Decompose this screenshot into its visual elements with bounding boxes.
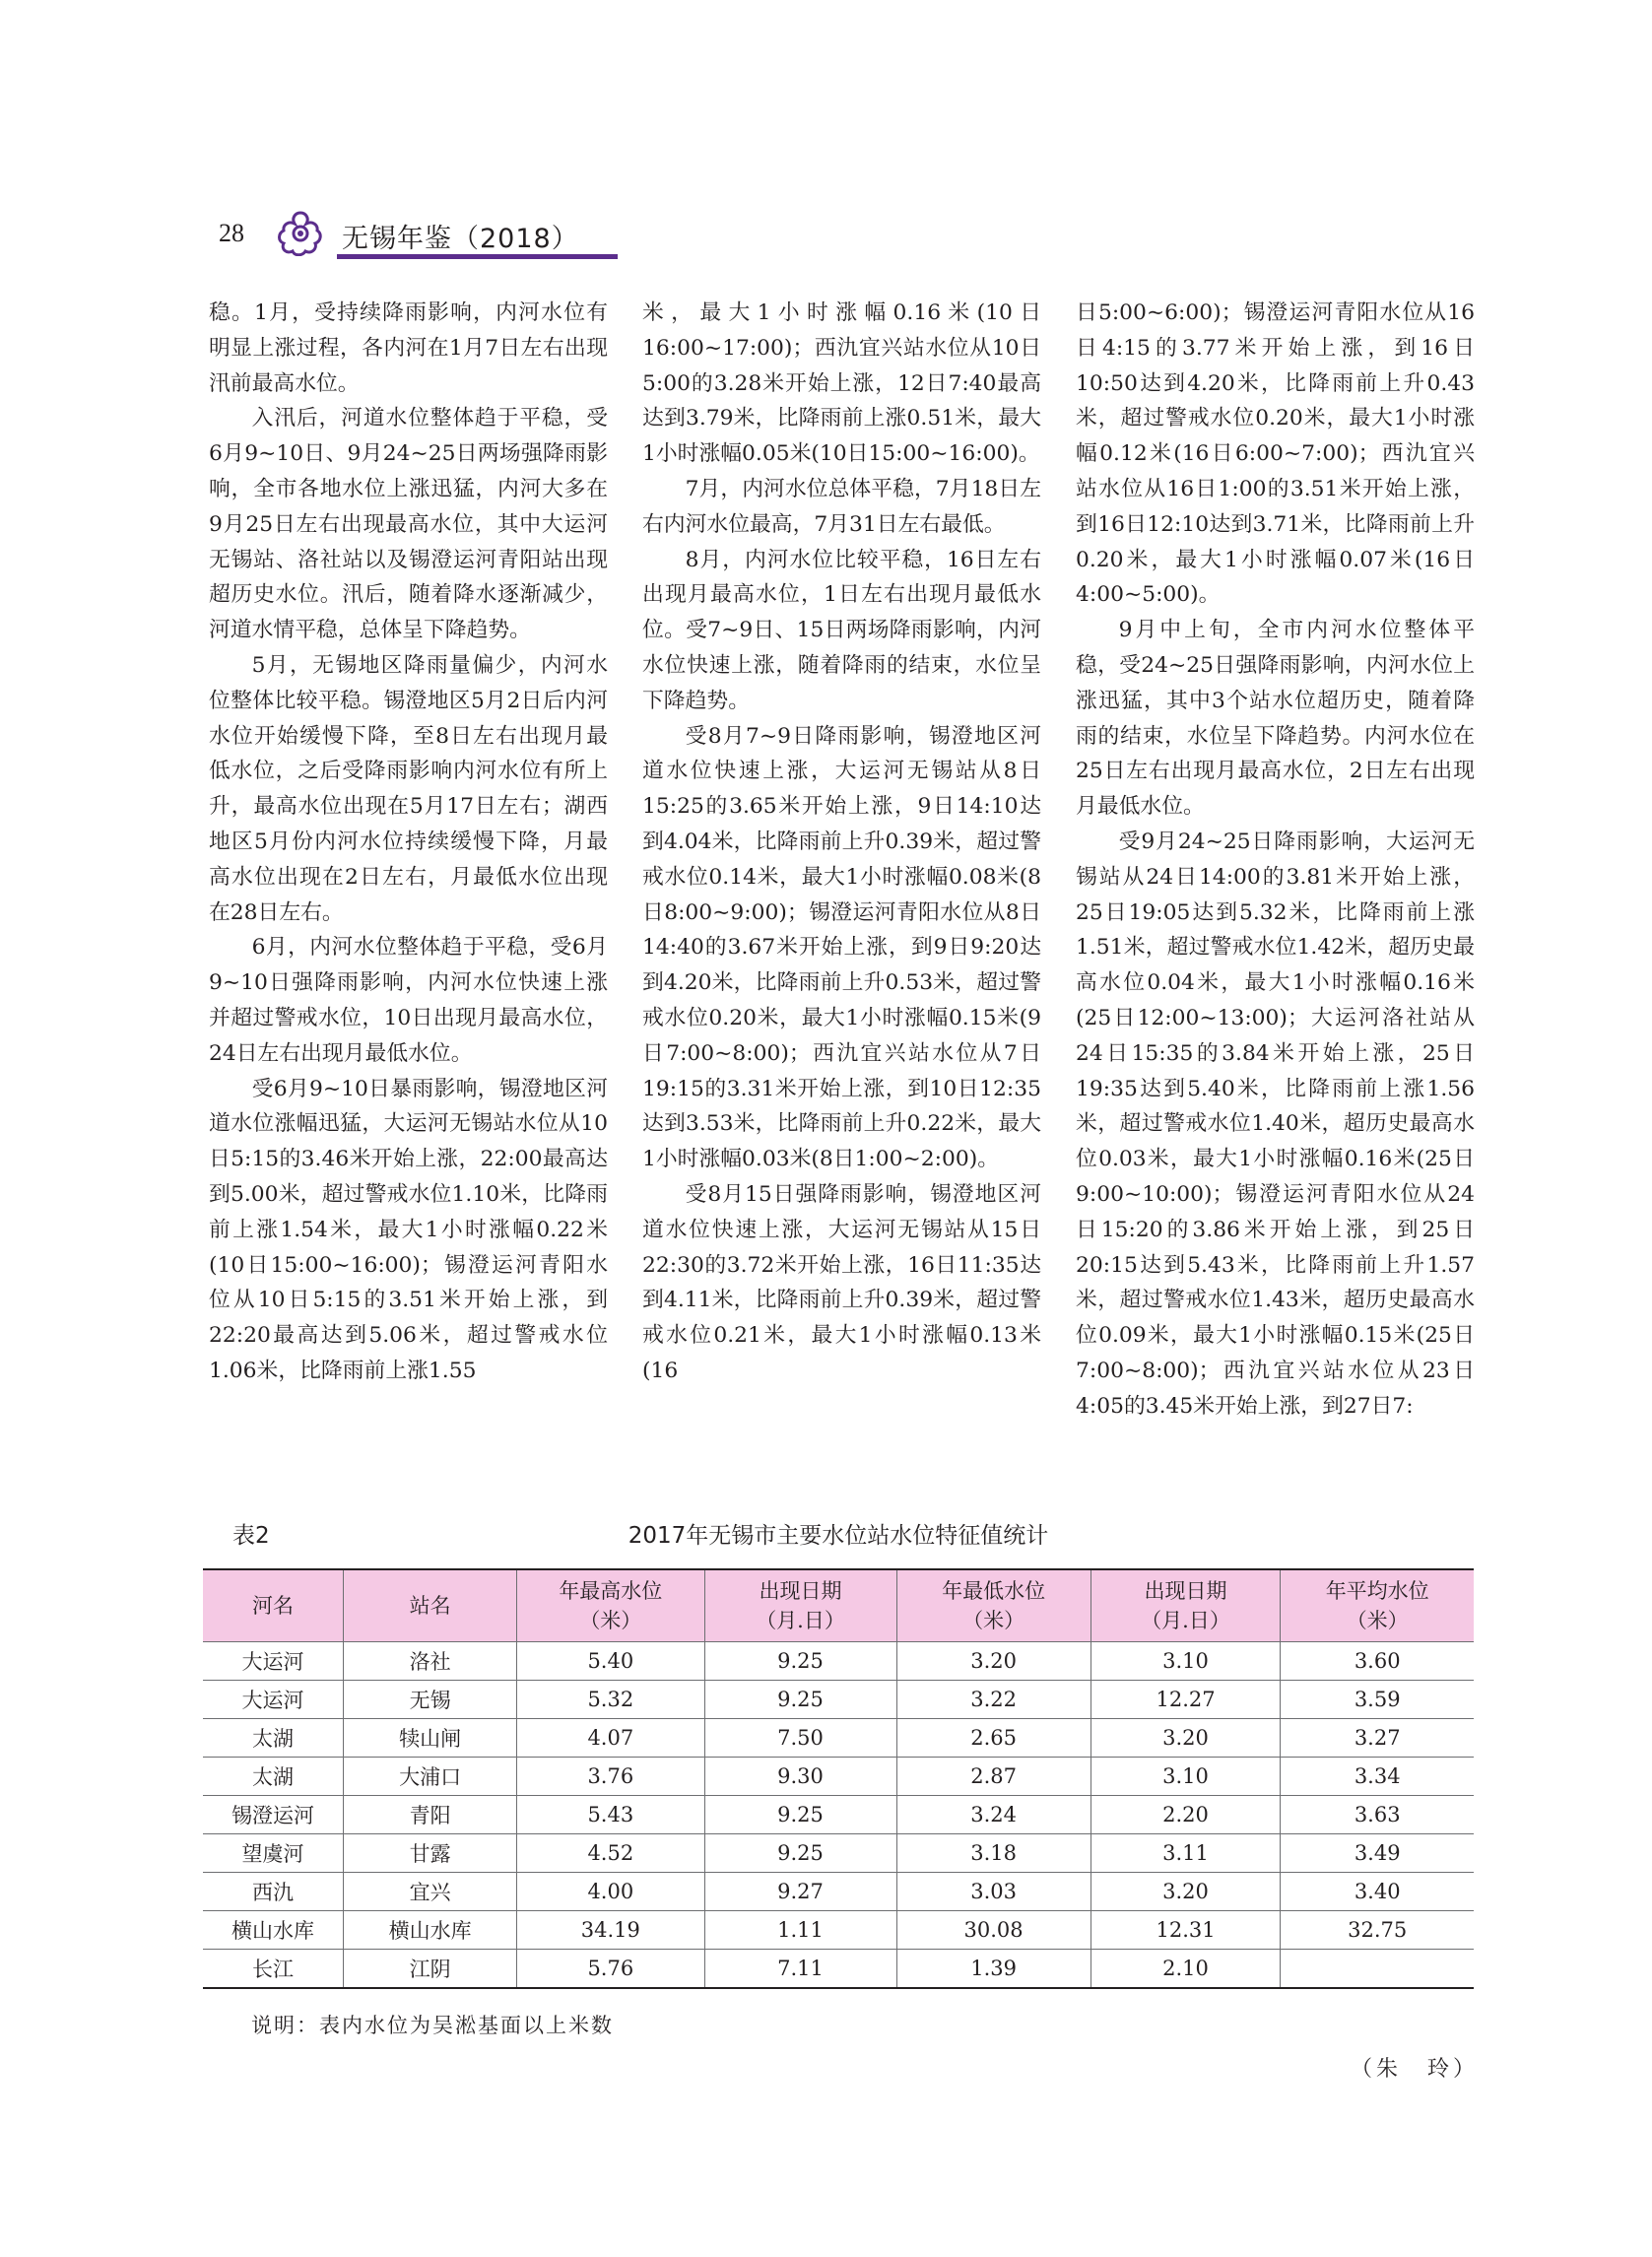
table-row bbox=[203, 1681, 1474, 1719]
table-cell: 江阴 bbox=[344, 1950, 517, 1989]
column-header-line: 站名 bbox=[409, 1594, 451, 1618]
column-header bbox=[203, 1569, 344, 1642]
table-cell: 2.87 bbox=[896, 1758, 1090, 1796]
table-cell: 5.76 bbox=[517, 1950, 704, 1989]
table-cell: 12.31 bbox=[1090, 1911, 1281, 1950]
header-rule bbox=[337, 254, 618, 259]
column-header bbox=[517, 1569, 704, 1642]
table-row bbox=[203, 1719, 1474, 1758]
column-header-line: （月.日） bbox=[1141, 1609, 1230, 1632]
table-cell: 9.27 bbox=[704, 1873, 896, 1911]
table-row bbox=[203, 1642, 1474, 1681]
table-cell: 3.11 bbox=[1090, 1834, 1281, 1873]
paragraph: 入汛后，河道水位整体趋于平稳，受6月9~10日、9月24~25日两场强降雨影响，全市各地水位上涨迅猛，内河大多在9月25日左右出现最高水位，其中大运河无锡站、洛社站以及锡澄运河青阳站出现超历史水位。汛后，随着降水逐渐减少，河道水情平稳，总体呈下降趋势。 bbox=[209, 406, 608, 643]
table-cell: 5.40 bbox=[517, 1642, 704, 1681]
table-cell: 锡澄运河 bbox=[203, 1796, 344, 1834]
table-cell: 9.25 bbox=[704, 1681, 896, 1719]
paragraph: 米，最大1小时涨幅0.16米(10日16:00~17:00)；西氿宜兴站水位从10日5:00的3.28米开始上涨，12日7:40最高达到3.79米，比降雨前上涨0.51米，最大1小时涨幅0.05米(10日15:00~16:00)。 bbox=[642, 300, 1041, 467]
table-note: 说明：表内水位为吴淞基面以上米数 bbox=[251, 2014, 614, 2037]
table-cell: 长江 bbox=[203, 1950, 344, 1989]
table-cell: 大浦口 bbox=[344, 1758, 517, 1796]
table-row bbox=[203, 1911, 1474, 1950]
column-header-line: 年最低水位 bbox=[942, 1579, 1046, 1603]
table-cell: 甘露 bbox=[344, 1834, 517, 1873]
table-cell: 2.10 bbox=[1090, 1950, 1281, 1989]
page-header bbox=[219, 207, 618, 266]
table-cell: 西氿 bbox=[203, 1873, 344, 1911]
paragraph: 6月，内河水位整体趋于平稳，受6月9~10日强降雨影响，内河水位快速上涨并超过警戒水位，10日出现月最高水位，24日左右出现月最低水位。 bbox=[209, 935, 608, 1066]
paragraph: 稳。1月，受持续降雨影响，内河水位有明显上涨过程，各内河在1月7日左右出现汛前最高水位。 bbox=[209, 300, 608, 396]
table-cell: 太湖 bbox=[203, 1758, 344, 1796]
table-cell: 3.34 bbox=[1281, 1758, 1474, 1796]
table-cell: 3.76 bbox=[517, 1758, 704, 1796]
table-cell: 5.43 bbox=[517, 1796, 704, 1834]
table-cell: 3.20 bbox=[896, 1642, 1090, 1681]
column-header-line: （米） bbox=[1346, 1609, 1409, 1632]
table-label: 表2 bbox=[232, 1523, 270, 1549]
text-column-3 bbox=[1076, 296, 1475, 1488]
table-cell: 横山水库 bbox=[344, 1911, 517, 1950]
paragraph: 受9月24~25日降雨影响，大运河无锡站从24日14:00的3.81米开始上涨，25日19:05达到5.32米，比降雨前上涨1.51米，超过警戒水位1.42米，超历史最高水位0.04米，最大1小时涨幅0.16米(25日12:00~13:00)；大运河洛社站从24日15:35的3.84米开始上涨，25日19:35达到5.40米，比降雨前上涨1.56米，超过警戒水位1.40米，超历史最高水位0.03米，最大1小时涨幅0.16米(25日9:00~10:00)；锡澄运河青阳水位从24日15:20的3.86米开始上涨，到25日20:15达到5.43米，比降雨前上升1.57米，超过警戒水位1.43米，超历史最高水位0.09米，最大1小时涨幅0.15米(25日7:00~8:00)；西氿宜兴站水位从23日4:05的3.45米开始上涨，到27日7: bbox=[1076, 829, 1475, 1419]
table-title: 2017年无锡市主要水位站水位特征值统计 bbox=[628, 1523, 1049, 1549]
table-cell: 横山水库 bbox=[203, 1911, 344, 1950]
column-header bbox=[1090, 1569, 1281, 1642]
paragraph: 日5:00~6:00)；锡澄运河青阳水位从16日4:15的3.77米开始上涨，到16日10:50达到4.20米，比降雨前上升0.43米，超过警戒水位0.20米，最大1小时涨幅0.12米(16日6:00~7:00)；西氿宜兴站水位从16日1:00的3.51米开始上涨，到16日12:10达到3.71米，比降雨前上升0.20米，最大1小时涨幅0.07米(16日4:00~5:00)。 bbox=[1076, 300, 1475, 608]
table-cell: 犊山闸 bbox=[344, 1719, 517, 1758]
table-cell: 4.52 bbox=[517, 1834, 704, 1873]
table-body bbox=[203, 1642, 1474, 1989]
table-row bbox=[203, 1873, 1474, 1911]
table-cell: 12.27 bbox=[1090, 1681, 1281, 1719]
paragraph: 5月，无锡地区降雨量偏少，内河水位整体比较平稳。锡澄地区5月2日后内河水位开始缓慢下降，至8日左右出现月最低水位，之后受降雨影响内河水位有所上升，最高水位出现在5月17日左右；湖西地区5月份内河水位持续缓慢下降，月最高水位出现在2日左右，月最低水位出现在28日左右。 bbox=[209, 652, 608, 925]
table-cell: 洛社 bbox=[344, 1642, 517, 1681]
table-cell: 3.49 bbox=[1281, 1834, 1474, 1873]
column-header-line: 河名 bbox=[252, 1594, 295, 1618]
column-header-line: （米） bbox=[579, 1609, 642, 1632]
table-cell: 34.19 bbox=[517, 1911, 704, 1950]
table-cell: 30.08 bbox=[896, 1911, 1090, 1950]
table-cell: 3.40 bbox=[1281, 1873, 1474, 1911]
column-header bbox=[1281, 1569, 1474, 1642]
column-header bbox=[704, 1569, 896, 1642]
table-cell: 4.00 bbox=[517, 1873, 704, 1911]
table-cell: 2.20 bbox=[1090, 1796, 1281, 1834]
book-title: 无锡年鉴（2018） bbox=[342, 224, 579, 254]
table-cell: 望虞河 bbox=[203, 1834, 344, 1873]
table-cell: 3.59 bbox=[1281, 1681, 1474, 1719]
table-cell: 无锡 bbox=[344, 1681, 517, 1719]
paragraph: 8月，内河水位比较平稳，16日左右出现月最高水位，1日左右出现月最低水位。受7~9日、15日两场降雨影响，内河水位快速上涨，随着降雨的结束，水位呈下降趋势。 bbox=[642, 547, 1041, 713]
table-caption bbox=[203, 1517, 1474, 1553]
table-cell: 32.75 bbox=[1281, 1911, 1474, 1950]
table-row bbox=[203, 1950, 1474, 1989]
table-cell: 3.24 bbox=[896, 1796, 1090, 1834]
column-header-line: 年最高水位 bbox=[559, 1579, 663, 1603]
table-cell: 太湖 bbox=[203, 1719, 344, 1758]
table-row bbox=[203, 1834, 1474, 1873]
table-cell: 9.25 bbox=[704, 1834, 896, 1873]
table-cell: 3.63 bbox=[1281, 1796, 1474, 1834]
paragraph: 受8月15日强降雨影响，锡澄地区河道水位快速上涨，大运河无锡站从15日22:30的3.72米开始上涨，16日11:35达到4.11米，比降雨前上升0.39米，超过警戒水位0.21米，最大1小时涨幅0.13米(16 bbox=[642, 1181, 1041, 1383]
table-cell: 3.20 bbox=[1090, 1719, 1281, 1758]
table-cell: 9.25 bbox=[704, 1796, 896, 1834]
table-cell: 3.60 bbox=[1281, 1642, 1474, 1681]
table-cell bbox=[1281, 1950, 1474, 1989]
table-cell: 3.20 bbox=[1090, 1873, 1281, 1911]
table-cell: 3.03 bbox=[896, 1873, 1090, 1911]
table-row bbox=[203, 1796, 1474, 1834]
table-cell: 3.22 bbox=[896, 1681, 1090, 1719]
table-cell: 3.27 bbox=[1281, 1719, 1474, 1758]
table-cell: 9.25 bbox=[704, 1642, 896, 1681]
text-column-1 bbox=[209, 296, 608, 1488]
page-number: 28 bbox=[219, 219, 244, 247]
column-header bbox=[344, 1569, 517, 1642]
table-cell: 9.30 bbox=[704, 1758, 896, 1796]
paragraph: 7月，内河水位总体平稳，7月18日左右内河水位最高，7月31日左右最低。 bbox=[642, 476, 1041, 537]
column-header-line: 出现日期 bbox=[1144, 1579, 1227, 1603]
table-cell: 宜兴 bbox=[344, 1873, 517, 1911]
table-cell: 7.11 bbox=[704, 1950, 896, 1989]
author-credit: （朱 玲） bbox=[1350, 2057, 1479, 2082]
table-header-row bbox=[203, 1569, 1474, 1642]
table-cell: 3.10 bbox=[1090, 1642, 1281, 1681]
yearbook-flower-logo-icon bbox=[276, 207, 325, 256]
table-cell: 5.32 bbox=[517, 1681, 704, 1719]
table-cell: 大运河 bbox=[203, 1642, 344, 1681]
table-cell: 7.50 bbox=[704, 1719, 896, 1758]
column-header-line: （月.日） bbox=[756, 1609, 845, 1632]
table-row bbox=[203, 1758, 1474, 1796]
paragraph: 9月中上旬，全市内河水位整体平稳，受24~25日强降雨影响，内河水位上涨迅猛，其中3个站水位超历史，随着降雨的结束，水位呈下降趋势。内河水位在25日左右出现月最高水位，2日左右出现月最低水位。 bbox=[1076, 618, 1475, 820]
table-cell: 3.10 bbox=[1090, 1758, 1281, 1796]
table-cell: 3.18 bbox=[896, 1834, 1090, 1873]
table-cell: 4.07 bbox=[517, 1719, 704, 1758]
text-column-2 bbox=[642, 296, 1041, 1488]
table-cell: 青阳 bbox=[344, 1796, 517, 1834]
water-level-table bbox=[203, 1568, 1474, 1989]
paragraph: 受8月7~9日降雨影响，锡澄地区河道水位快速上涨，大运河无锡站从8日15:25的3.65米开始上涨，9日14:10达到4.04米，比降雨前上升0.39米，超过警戒水位0.14米，最大1小时涨幅0.08米(8日8:00~9:00)；锡澄运河青阳水位从8日14:40的3.67米开始上涨，到9日9:20达到4.20米，比降雨前上升0.53米，超过警戒水位0.20米，最大1小时涨幅0.15米(9日7:00~8:00)；西氿宜兴站水位从7日19:15的3.31米开始上涨，到10日12:35达到3.53米，比降雨前上升0.22米，最大1小时涨幅0.03米(8日1:00~2:00)。 bbox=[642, 723, 1041, 1172]
column-header-line: 出现日期 bbox=[759, 1579, 842, 1603]
paragraph: 受6月9~10日暴雨影响，锡澄地区河道水位涨幅迅猛，大运河无锡站水位从10日5:15的3.46米开始上涨，22:00最高达到5.00米，超过警戒水位1.10米，比降雨前上涨1.54米，最大1小时涨幅0.22米(10日15:00~16:00)；锡澄运河青阳水位从10日5:15的3.51米开始上涨，到22:20最高达到5.06米，超过警戒水位1.06米，比降雨前上涨1.55 bbox=[209, 1076, 608, 1383]
column-header bbox=[896, 1569, 1090, 1642]
table-cell: 2.65 bbox=[896, 1719, 1090, 1758]
table-cell: 1.39 bbox=[896, 1950, 1090, 1989]
column-header-line: （米） bbox=[962, 1609, 1025, 1632]
table-cell: 大运河 bbox=[203, 1681, 344, 1719]
column-header-line: 年平均水位 bbox=[1325, 1579, 1429, 1603]
table-cell: 1.11 bbox=[704, 1911, 896, 1950]
